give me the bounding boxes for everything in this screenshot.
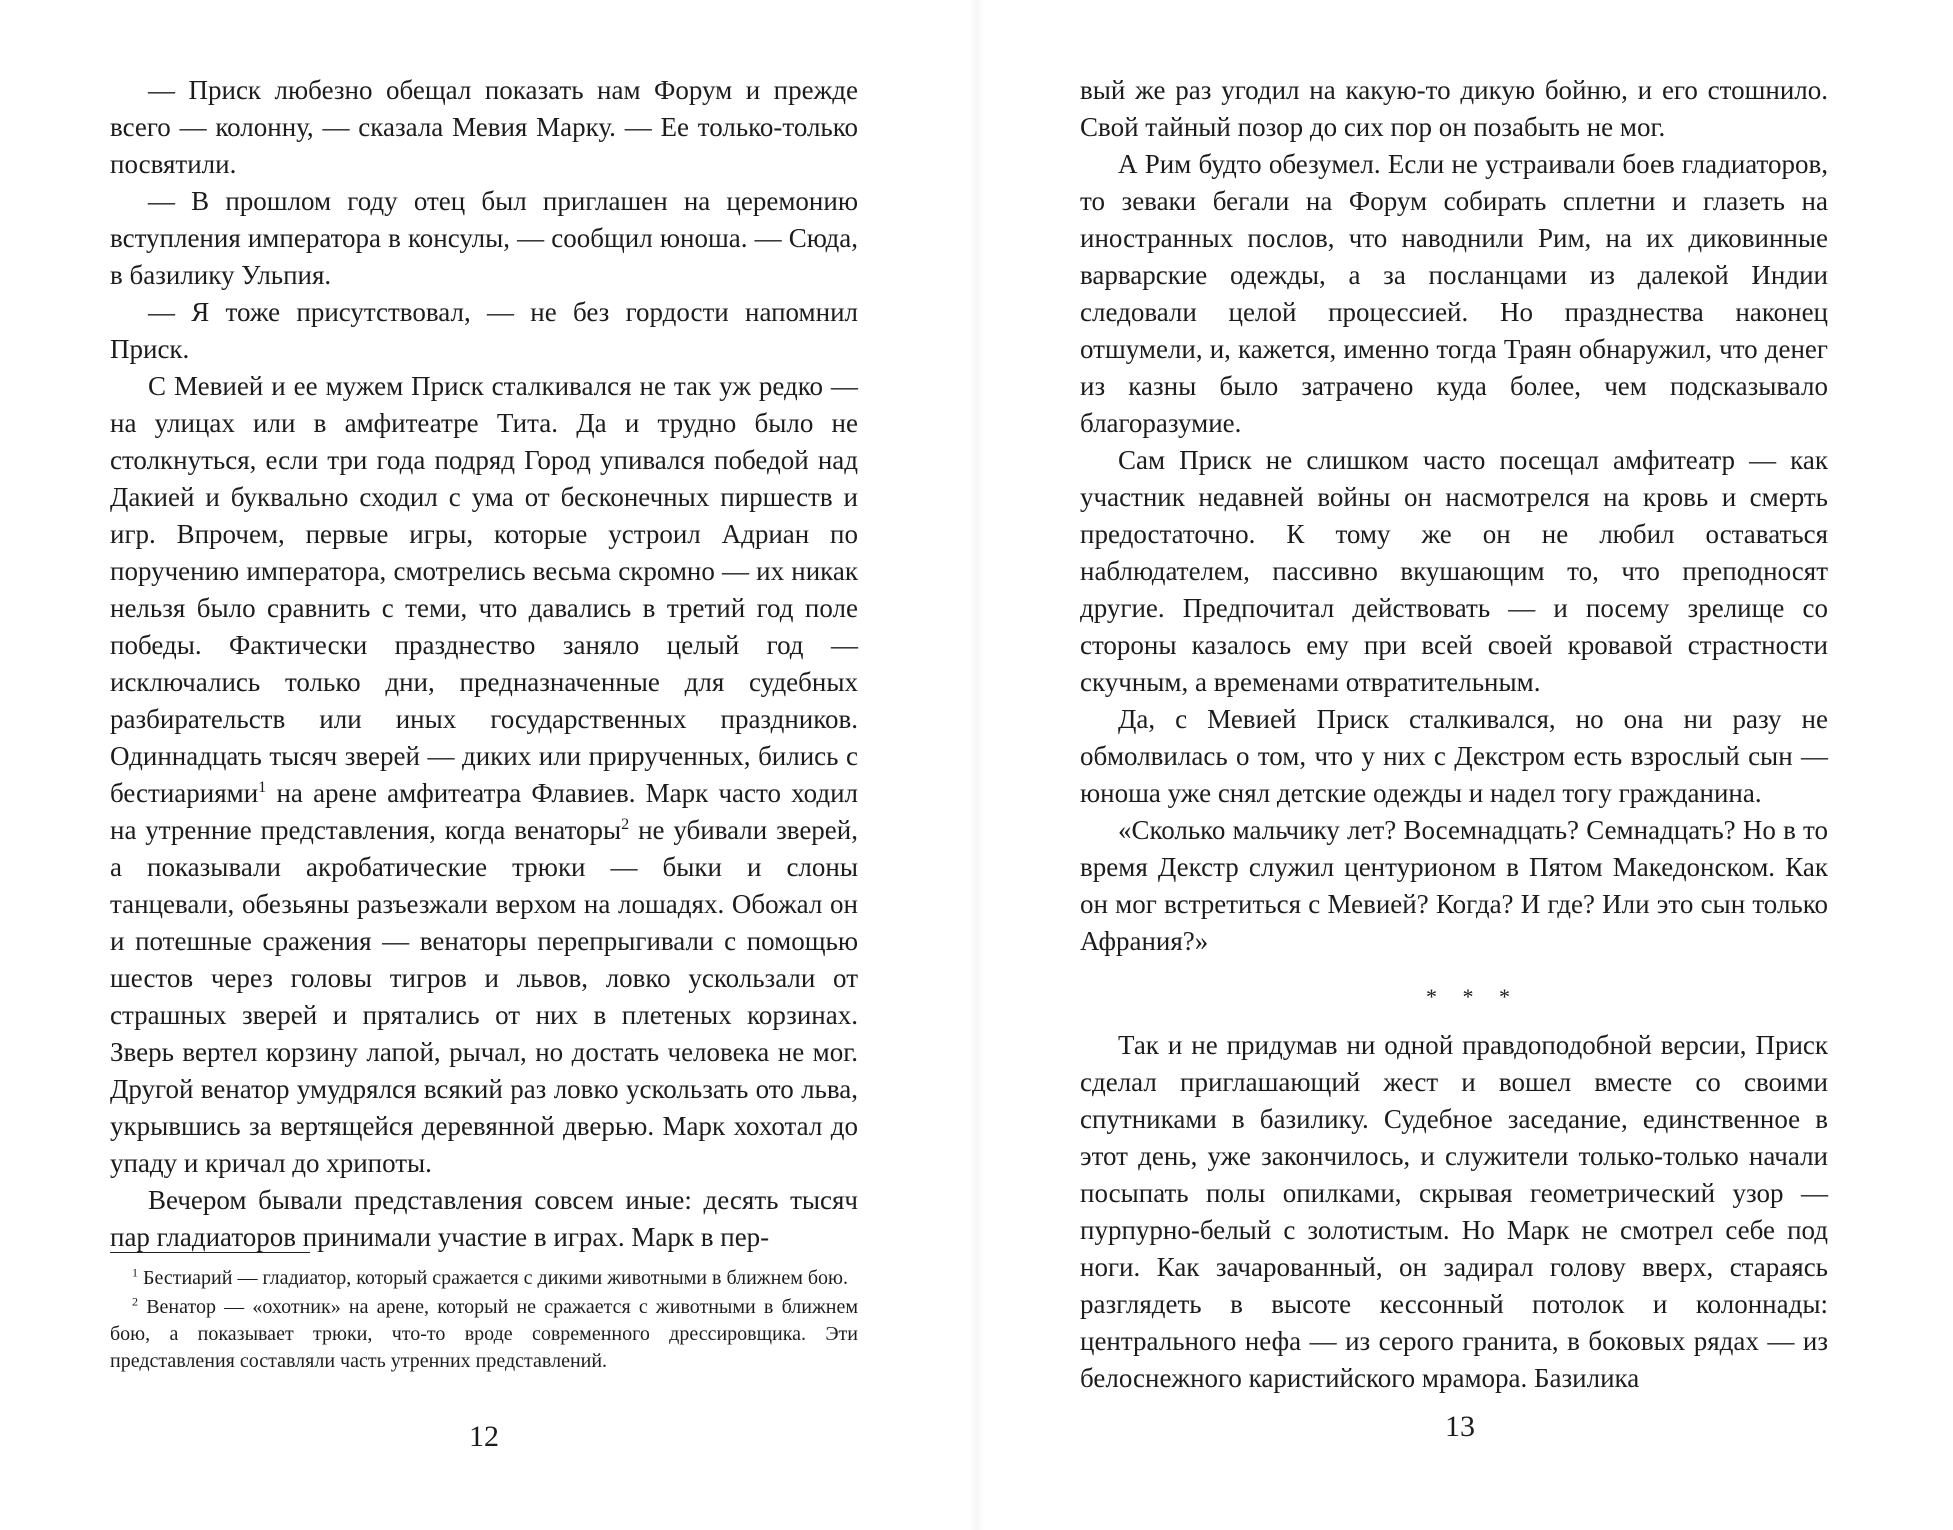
paragraph: А Рим будто обезумел. Если не устраивали боев гладиаторов, то зеваки бегали на Форум собирать сплетни и глазеть на иностранных послов, что наводнили Рим, на их диковинные варварские одежды, а за посланцами из далекой Индии следовали целой процессией. Но празднества наконец отшумели, и, кажется, именно тогда Траян обнаружил, что денег из казны было затрачено куда более, чем подсказывало благоразумие.: [1080, 149, 1828, 438]
footnote: [110, 1294, 858, 1375]
left-page-body: [110, 72, 858, 1256]
paragraph: вый же раз угодил на какую-то дикую бойню, и его стошнило. Свой тайный позор до сих пор он позабыть не мог.: [1080, 75, 1828, 142]
footnote: [110, 1265, 858, 1292]
paragraph: — Приск любезно обещал показать нам Форум и прежде всего — колонну, — сказала Мевия Марку. — Ее только-только посвятили.: [110, 75, 858, 179]
footnote-text: Бестиарий — гладиатор, который сражается с дикими животными в ближнем бою.: [143, 1267, 848, 1289]
left-page: [0, 0, 976, 1530]
paragraph: Сам Приск не слишком часто посещал амфитеатр — как участник недавней войны он насмотрелся на кровь и смерть предостаточно. К тому же он не любил оставаться наблюдателем, пассивно вкушающим то, что преподносят другие. Предпочитал действовать — и посему зрелище со стороны казалось ему при всей своей кровавой страстности скучным, а временами отвратительным.: [1080, 445, 1828, 697]
right-page: [976, 0, 1953, 1530]
page-number: 12: [469, 1420, 499, 1453]
paragraph: Да, с Мевией Приск сталкивался, но она ни разу не обмолвилась о том, что у них с Декстром есть взрослый сын — юноша уже снял детские одежды и надел тогу гражданина.: [1080, 704, 1828, 808]
section-separator: * * *: [1426, 984, 1520, 1009]
paragraph: «Сколько мальчику лет? Восемнадцать? Семнадцать? Но в то время Декстр служил центурионом в Пятом Македонском. Как он мог встретиться с Мевией? Когда? И где? Или это сын только Афрания?»: [1080, 815, 1828, 956]
paragraph-with-footnotes: [110, 368, 858, 1182]
footnote-text: Венатор — «охотник» на арене, который не сражается с животными в ближнем бою, а показывает трюки, что-то вроде современного дрессировщика. Эти представления составляли часть утренних представлений.: [110, 1296, 858, 1372]
footnote-mark: 2: [132, 1294, 138, 1309]
footnote-ref: 2: [621, 815, 630, 833]
paragraph-segment: С Мевией и ее мужем Приск сталкивался не так уж редко — на улицах или в амфитеатре Тита. Да и трудно было не столкнуться, если три года подряд Город упивался победой над Дакией и буквально сходил с ума от бесконечных пиршеств и игр. Впрочем, первые игры, которые устроил Адриан по поручению императора, смотрелись весьма скромно — их никак нельзя было сравнить с теми, что давались в третий год поле победы. Фактически празднество заняло целый год — исключались только дни, предназначенные для судебных разбирательств или иных государственных праздников. Одиннадцать тысяч зверей — диких или прирученных, бились с бестиариями: [110, 371, 858, 808]
footnote-divider: [110, 1252, 310, 1253]
footnotes: [110, 1265, 858, 1377]
paragraph: — В прошлом году отец был приглашен на церемонию вступления императора в консулы, — сообщил юноша. — Сюда, в базилику Ульпия.: [110, 186, 858, 290]
page-number: 13: [1445, 1410, 1475, 1443]
footnote-ref: 1: [258, 778, 267, 796]
paragraph: Вечером бывали представления совсем иные: десять тысяч пар гладиаторов принимали участие в играх. Марк в пер-: [110, 1185, 858, 1252]
right-page-body: [1080, 72, 1828, 1397]
footnote-mark: 1: [132, 1265, 138, 1280]
paragraph: Так и не придумав ни одной правдоподобной версии, Приск сделал приглашающий жест и вошел вместе со своими спутниками в базилику. Судебное заседание, единственное в этот день, уже закончилось, и служители только-только начали посыпать полы опилками, скрывая геометрический узор — пурпурно-белый с золотистым. Но Марк не смотрел себе под ноги. Как зачарованный, он задирал голову вверх, стараясь разглядеть в высоте кессонный потолок и колоннады: центрального нефа — из серого гранита, в боковых рядах — из белоснежного каристийского мрамора. Базилика: [1080, 1030, 1828, 1393]
paragraph-segment: на арене амфитеатра Флавиев. Марк часто ходил на утренние представления, когда венаторы: [110, 778, 859, 845]
paragraph: — Я тоже присутствовал, — не без гордости напомнил Приск.: [110, 297, 858, 364]
paragraph-segment: не убивали зверей, а показывали акробатические трюки — быки и слоны танцевали, обезьяны разъезжали верхом на лошадях. Обожал он и потешные сражения — венаторы перепрыгивали с помощью шестов через головы тигров и львов, ловко ускользали от страшных зверей и прятались от них в плетеных корзинах. Зверь вертел корзину лапой, рычал, но достать человека не мог. Другой венатор умудрялся всякий раз ловко ускользать ото льва, укрывшись за вертящейся деревянной дверью. Марк хохотал до упаду и кричал до хрипоты.: [110, 815, 858, 1178]
